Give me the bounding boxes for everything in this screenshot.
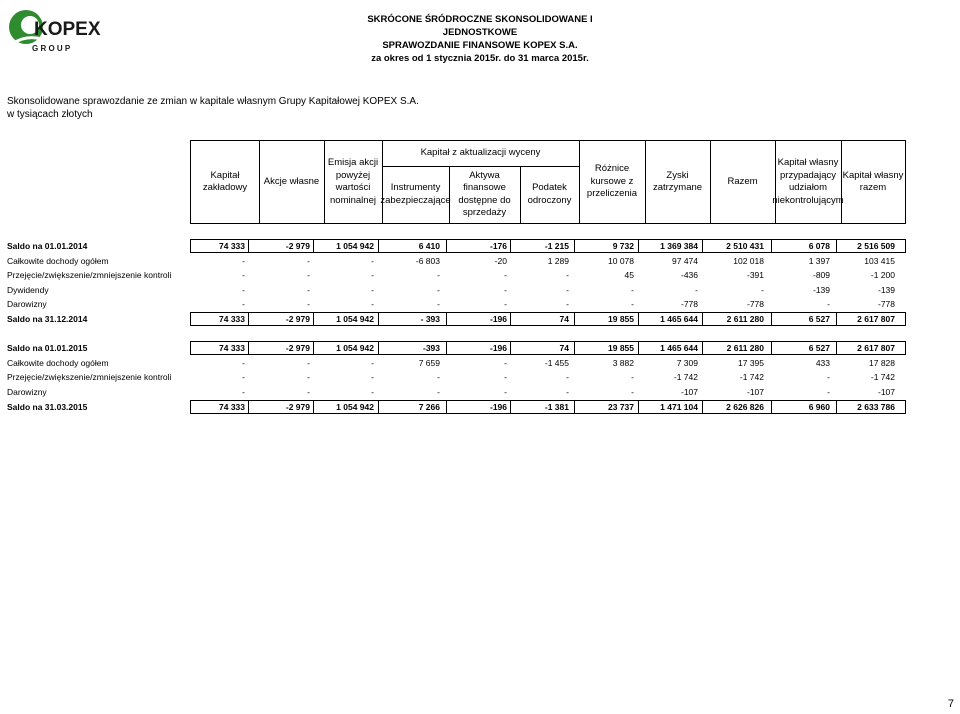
cell-value: - (307, 372, 310, 382)
cell-value: -391 (746, 270, 764, 280)
cell-value: - (566, 270, 569, 280)
kopex-logo (6, 5, 146, 53)
cell-value: - (437, 387, 440, 397)
cell-value: -436 (680, 270, 698, 280)
cell-value: - (761, 285, 764, 295)
cell-value: - (242, 256, 245, 266)
cell-value: -1 381 (544, 402, 569, 412)
col-header-kapital-zakladowy: Kapitał zakładowy (202, 169, 248, 193)
cell-value: 6 410 (418, 241, 440, 251)
table-row (0, 400, 960, 414)
col-header-emisja-akcji: Emisja akcji powyżej wartości nominalnej (327, 157, 379, 206)
cell-value: 2 617 807 (857, 343, 895, 353)
cell-value: -2 979 (285, 241, 310, 251)
cell-value: 2 626 826 (726, 402, 764, 412)
statement-title (7, 95, 419, 121)
cell-value: -778 (877, 299, 895, 309)
header-line-2: SPRAWOZDANIE FINANSOWE KOPEX S.A. (382, 40, 578, 51)
table-row (0, 356, 960, 370)
cell-value: 1 054 942 (336, 314, 374, 324)
table-row (0, 370, 960, 384)
cell-value: 2 516 509 (857, 241, 895, 251)
cell-value: - (307, 299, 310, 309)
cell-value: -196 (489, 402, 507, 412)
cell-value: -393 (422, 343, 440, 353)
cell-value: 1 397 (808, 256, 830, 266)
cell-value: - (504, 285, 507, 295)
cell-value: 2 611 280 (726, 314, 764, 324)
cell-value: - (566, 387, 569, 397)
header-line-1: SKRÓCONE ŚRÓDROCZNE SKONSOLIDOWANE I JEDNOSTKOWE (367, 14, 593, 38)
cell-value: -176 (489, 241, 507, 251)
row-label: Przejęcie/zwiększenie/zmniejszenie kontroli (7, 372, 172, 382)
cell-value: 74 333 (219, 314, 245, 324)
cell-value: - (827, 372, 830, 382)
title-line-1: Skonsolidowane sprawozdanie ze zmian w kapitale własnym Grupy Kapitałowej KOPEX S.A. (7, 96, 419, 107)
col-header-udzialy-niekontrolujace: Kapitał własny przypadający udziałom niekontrolującym (772, 157, 844, 206)
cell-value: - (695, 285, 698, 295)
cell-value: -139 (877, 285, 895, 295)
table-row (0, 254, 960, 268)
cell-value: -1 455 (544, 358, 569, 368)
col-header-group-kapital-aktualizacji: Kapitał z aktualizacji wyceny (420, 147, 541, 159)
cell-value: -1 215 (544, 241, 569, 251)
cell-value: -6 803 (415, 256, 440, 266)
cell-value: - (504, 358, 507, 368)
col-header-razem: Razem (727, 175, 758, 187)
cell-value: - (566, 299, 569, 309)
cell-value: - (371, 358, 374, 368)
cell-value: - (242, 358, 245, 368)
cell-value: -2 979 (285, 343, 310, 353)
cell-value: - (242, 372, 245, 382)
cell-value: 9 732 (612, 241, 634, 251)
cell-value: -1 742 (739, 372, 764, 382)
header-line-3: za okres od 1 stycznia 2015r. do 31 marca 2015r. (371, 53, 589, 64)
cell-value: - (371, 256, 374, 266)
cell-value: 19 855 (608, 343, 634, 353)
cell-value: - (631, 299, 634, 309)
cell-value: 6 960 (808, 402, 830, 412)
cell-value: - (827, 387, 830, 397)
cell-value: 45 (624, 270, 634, 280)
row-label: Dywidendy (7, 285, 49, 295)
cell-value: -107 (680, 387, 698, 397)
cell-value: - (307, 285, 310, 295)
cell-value: - (371, 387, 374, 397)
cell-value: - (307, 270, 310, 280)
cell-value: 2 633 786 (857, 402, 895, 412)
cell-value: 433 (815, 358, 830, 368)
cell-value: -1 742 (870, 372, 895, 382)
row-label: Saldo na 01.01.2015 (7, 343, 88, 353)
cell-value: 74 333 (219, 241, 245, 251)
col-header-kapital-wlasny-razem: Kapitał własny razem (842, 169, 904, 193)
cell-value: 2 617 807 (857, 314, 895, 324)
cell-value: -107 (746, 387, 764, 397)
cell-value: -196 (489, 314, 507, 324)
logo-subtext: G R O U P (32, 44, 71, 53)
table-row (0, 297, 960, 311)
cell-value: 3 882 (612, 358, 634, 368)
cell-value: 23 737 (608, 402, 634, 412)
cell-value: - (504, 270, 507, 280)
title-line-2: w tysiącach złotych (7, 109, 93, 120)
row-label: Saldo na 31.03.2015 (7, 402, 88, 412)
cell-value: - (307, 256, 310, 266)
row-label: Całkowite dochody ogółem (7, 256, 109, 266)
cell-value: 7 309 (676, 358, 698, 368)
col-header-podatek-odroczony: Podatek odroczony (527, 182, 572, 206)
row-label: Całkowite dochody ogółem (7, 358, 109, 368)
cell-value: 10 078 (608, 256, 634, 266)
cell-value: - (827, 299, 830, 309)
cell-value: 103 415 (864, 256, 895, 266)
col-header-zyski-zatrzymane: Zyski zatrzymane (652, 169, 703, 193)
col-header-aktywa-finansowe: Aktywa finansowe dostępne do sprzedaży (458, 169, 511, 218)
row-label: Darowizny (7, 387, 47, 397)
col-header-akcje-wlasne: Akcje własne (263, 175, 320, 187)
report-header (340, 13, 620, 65)
cell-value: - (371, 372, 374, 382)
cell-value: 102 018 (733, 256, 764, 266)
cell-value: 74 333 (219, 402, 245, 412)
cell-value: -809 (812, 270, 830, 280)
cell-value: -1 200 (870, 270, 895, 280)
cell-value: - (437, 372, 440, 382)
cell-value: - (566, 372, 569, 382)
cell-value: 1 054 942 (336, 402, 374, 412)
table-row (0, 341, 960, 355)
row-label: Saldo na 31.12.2014 (7, 314, 88, 324)
cell-value: 19 855 (608, 314, 634, 324)
cell-value: 17 828 (869, 358, 895, 368)
cell-value: 6 527 (808, 343, 830, 353)
cell-value: 7 266 (418, 402, 440, 412)
cell-value: - (566, 285, 569, 295)
cell-value: -778 (746, 299, 764, 309)
cell-value: 2 510 431 (726, 241, 764, 251)
table-row (0, 385, 960, 399)
cell-value: 1 471 104 (660, 402, 698, 412)
cell-value: - (242, 285, 245, 295)
column-header-box (190, 140, 906, 224)
cell-value: - (371, 270, 374, 280)
table-row (0, 239, 960, 253)
cell-value: -20 (494, 256, 507, 266)
cell-value: 1 369 384 (660, 241, 698, 251)
cell-value: 74 (559, 314, 569, 324)
cell-value: - (242, 387, 245, 397)
cell-value: 6 078 (808, 241, 830, 251)
cell-value: - (371, 285, 374, 295)
cell-value: - (437, 270, 440, 280)
cell-value: 97 474 (672, 256, 698, 266)
table-row (0, 268, 960, 282)
col-header-roznice-kursowe: Różnice kursowe z przeliczenia (586, 163, 638, 200)
cell-value: -1 742 (673, 372, 698, 382)
cell-value: 7 659 (418, 358, 440, 368)
cell-value: - (437, 285, 440, 295)
cell-value: 1 465 644 (660, 343, 698, 353)
cell-value: - (371, 299, 374, 309)
cell-value: - (631, 372, 634, 382)
page-number: 7 (947, 698, 954, 710)
cell-value: -2 979 (285, 314, 310, 324)
cell-value: -2 979 (285, 402, 310, 412)
cell-value: 6 527 (808, 314, 830, 324)
cell-value: 2 611 280 (726, 343, 764, 353)
col-header-instrumenty: Instrumenty zabezpieczające (380, 182, 451, 206)
cell-value: -139 (812, 285, 830, 295)
cell-value: 74 (559, 343, 569, 353)
cell-value: - (504, 387, 507, 397)
cell-value: -778 (680, 299, 698, 309)
cell-value: - (242, 299, 245, 309)
row-label: Saldo na 01.01.2014 (7, 241, 88, 251)
cell-value: 1 289 (547, 256, 569, 266)
cell-value: 1 054 942 (336, 343, 374, 353)
cell-value: -196 (489, 343, 507, 353)
cell-value: - (307, 358, 310, 368)
cell-value: - (504, 299, 507, 309)
row-label: Przejęcie/zwiększenie/zmniejszenie kontroli (7, 270, 172, 280)
logo-text: KOPEX (34, 19, 101, 40)
cell-value: - (307, 387, 310, 397)
cell-value: - (631, 285, 634, 295)
cell-value: - (242, 270, 245, 280)
table-row (0, 312, 960, 326)
cell-value: 17 395 (738, 358, 764, 368)
cell-value: - 393 (420, 314, 440, 324)
cell-value: 74 333 (219, 343, 245, 353)
cell-value: - (631, 387, 634, 397)
row-label: Darowizny (7, 299, 47, 309)
cell-value: - (504, 372, 507, 382)
cell-value: -107 (877, 387, 895, 397)
cell-value: - (437, 299, 440, 309)
cell-value: 1 465 644 (660, 314, 698, 324)
table-row (0, 283, 960, 297)
cell-value: 1 054 942 (336, 241, 374, 251)
